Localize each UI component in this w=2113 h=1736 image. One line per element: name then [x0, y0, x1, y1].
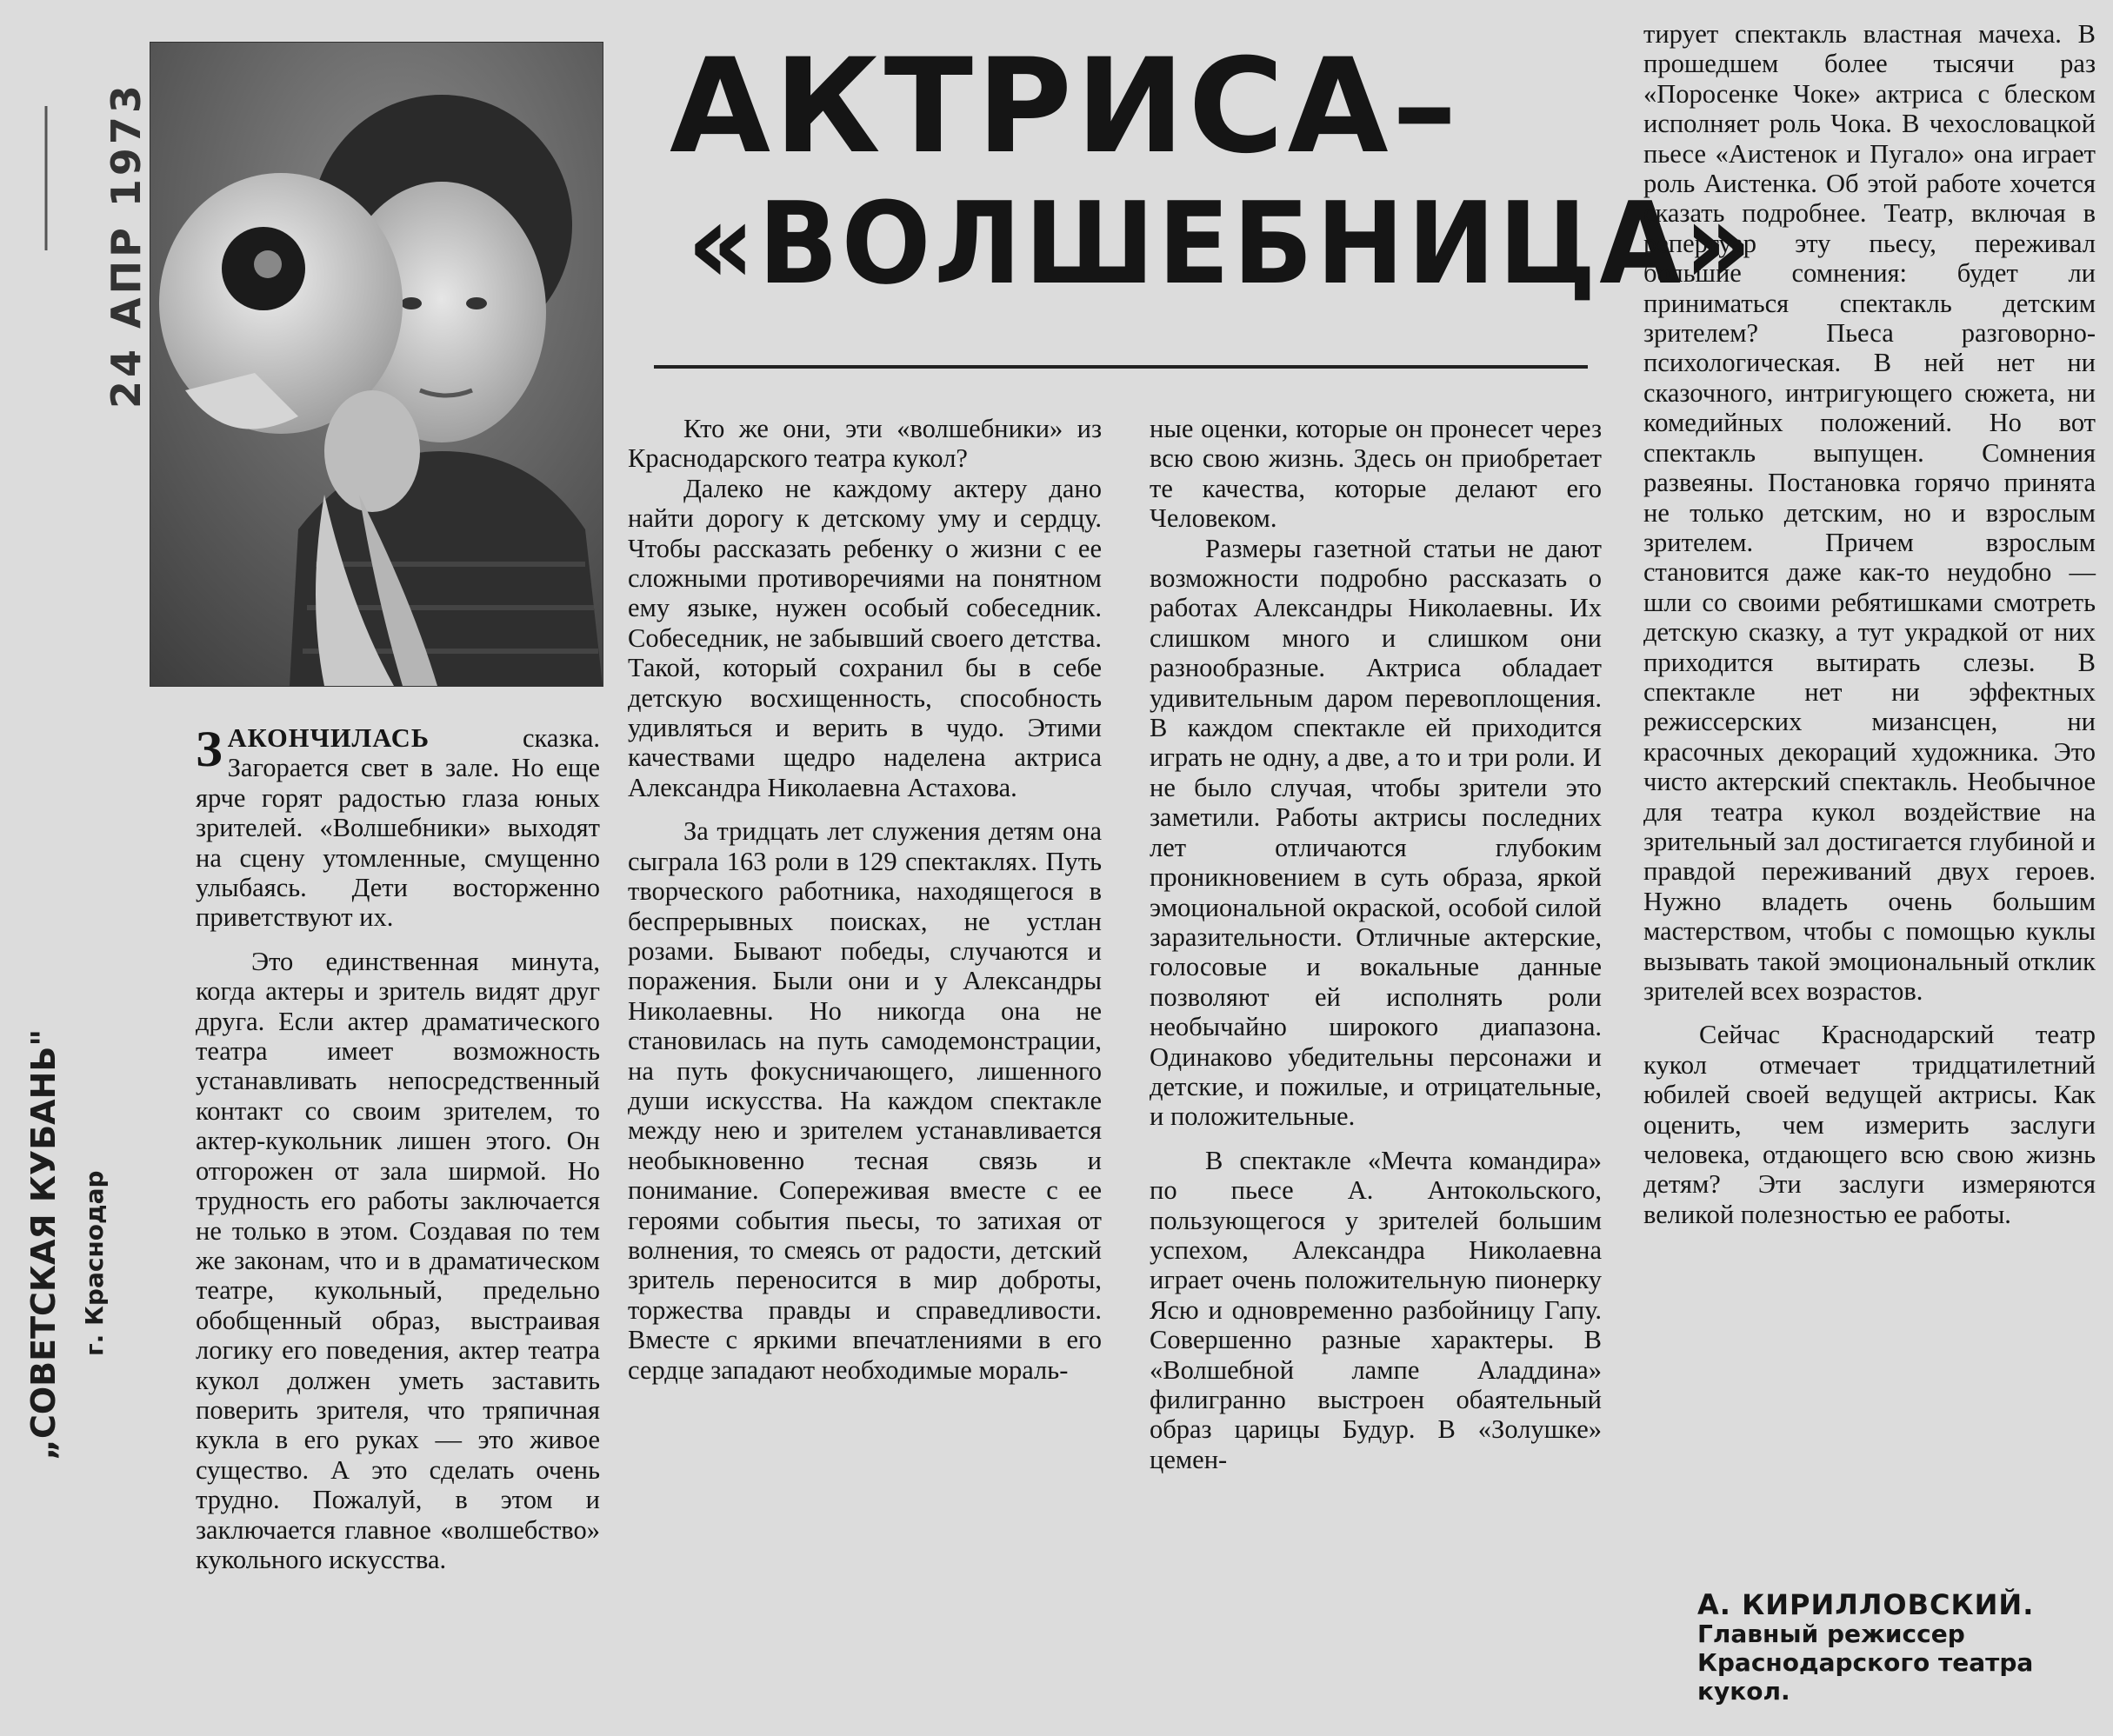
headline-line1: АКТРИСА–	[670, 31, 1461, 183]
actress-with-puppet-illustration	[150, 43, 603, 686]
headline-rule	[654, 365, 1588, 369]
col1-p1-text: сказка. Загорается свет в зале. Но еще ярче горят радостью глаза юных зрителей. «Волшебники» выходят на сцену утомленные, смущенно улыбаясь. Дети восторженно приветствуют их.	[196, 723, 600, 933]
col4-paragraph-2: Сейчас Краснодарский театр кукол отмечает тридцатилетний юбилей своей ведущей актрисы. Как оценить, чем измерить заслуги человека, отдающего всю свою жизнь детям? Эти заслуги измеряются великой полезностью ее работы.	[1643, 1020, 2096, 1229]
col2-paragraph-3: За тридцать лет служения детям она сыграла 163 роли в 129 спектаклях. Путь творческого работника, находящегося в беспрерывных поисках, не устлан розами. Бывают победы, случаются и поражения. Были они и у Александры Николаевны. Но никогда она не становилась на путь самодемонстрации, на путь фокусничающего, лишенного души искусства. На каждом спектакле между нею и зрителем устанавливается необыкновенно тесная связь и понимание. Сопереживая вместе с ее героями события пьесы, то затихая от волнения, то смеясь от радости, детский зритель переносится в мир доброты, торжества правды и справедливости. Вместе с яркими впечатлениями в его сердце западают необходимые мораль-	[628, 816, 1102, 1385]
lead-word: АКОНЧИЛАСЬ	[227, 723, 430, 753]
col2-paragraph-2: Далеко не каждому актеру дано найти дорогу к детскому уму и сердцу. Чтобы рассказать ребенку о жизни с ее сложными противоречиями на понятном ему языке, нужен особый собеседник. Собеседник, не забывший своего детства. Такой, который сохранил бы в себе детскую восхищенность, способность удивляться и верить в чудо. Этими качествами щедро наделена актриса Александра Николаевна Астахова.	[628, 473, 1102, 802]
col1-paragraph-2: Это единственная минута, когда актеры и зритель видят друг друга. Если актер драматического театра имеет возможность устанавливать непосредственный контакт со своим зрителем, то актер-кукольник лишен этого. Он отгорожен от зала ширмой. Но трудность его работы заключается не только в этом. Создавая по тем же законам, что и в драматическом театре, кукольный, предельно обобщенный образ, выстраивая логику его поведения, актер театра кукол должен уметь заставить поверить зрителя, что тряпичная кукла в его руках — это живое существо. А это сделать очень трудно. Пожалуй, в этом и заключается главное «волшебство» кукольного искусства.	[196, 946, 600, 1574]
author-title-line1: Главный режиссер	[1697, 1620, 1965, 1648]
col1-paragraph-1	[196, 723, 600, 933]
col3-paragraph-3: В спектакле «Мечта командира» по пьесе А. Антокольского, пользующегося у зрителей большим успехом, Александра Николаевна играет очень положительную пионерку Ясю и одновременно разбойницу Гапу. Совершенно разные характеры. В «Волшебной лампе Аладдина» филигранно выстроен обаятельный образ царицы Будур. В «Золушке» цемен-	[1150, 1145, 1602, 1474]
col3-paragraph-1: ные оценки, которые он пронесет через всю свою жизнь. Здесь он приобретает те качества, которые делают его Человеком.	[1150, 414, 1602, 534]
column-1	[196, 723, 600, 1574]
column-3	[1150, 414, 1602, 1474]
col3-paragraph-2: Размеры газетной статьи не дают возможности подробно рассказать о работах Александры Николаевны. Их слишком много и слишком они разнообразные. Актриса обладает удивительным даром перевоплощения. В каждом спектакле ей приходится играть не одну, а две, а то и три роли. И не было случая, чтобы зрители это заметили. Работы актрисы последних лет отличаются глубоким проникновением в суть образа, яркой эмоциональной окраской, особой силой заразительности. Отличные актерские, голосовые и вокальные данные позволяют ей исполнять роли необычайно широкого диапазона. Одинаково убедительны персонажи и детские, и пожилые, и отрицательные, и положительные.	[1150, 533, 1602, 1132]
margin-pencil-mark	[38, 104, 54, 252]
col4-paragraph-1: тирует спектакль властная мачеха. В прошедшем более тысячи раз «Поросенке Чоке» актриса с блеском исполняет роль Чока. В чехословацкой пьесе «Аистенок и Пугало» она играет роль Аистенка. Об этой работе хочется сказать подробнее. Театр, включая в репертуар эту пьесу, переживал большие сомнения: будет ли приниматься спектакль детским зрителем? Пьеса разговорно-психологическая. В ней нет ни сказочного, интригующего сюжета, ни комедийных положений. Но вот спектакль выпущен. Сомнения развеяны. Постановка горячо принята не только детским, но и взрослым зрителем. Причем взрослым становится даже как-то неудобно — шли со своими ребятишками смотреть детскую сказку, а тут украдкой от них приходится вытирать слезы. В спектакле нет ни эффектных режиссерских мизансцен, ни красочных декораций художника. Это чисто актерский спектакль. Необычное для театра кукол воздействие на зрительный зал достигается глубиной и правдой переживаний двух героев. Нужно владеть очень большим мастерством, чтобы с помощью куклы вызывать такой эмоциональный отклик зрителей всех возрастов.	[1643, 19, 2096, 1006]
headline-line2: «ВОЛШЕБНИЦА»	[687, 177, 1756, 309]
newspaper-city: г. Краснодар	[80, 1170, 109, 1356]
author-name: А. КИРИЛЛОВСКИЙ.	[1697, 1588, 2035, 1621]
author-title-line2: Краснодарского театра кукол.	[1697, 1648, 2034, 1706]
author-signature	[1697, 1588, 2071, 1706]
newspaper-source: „СОВЕТСКАЯ КУБАНЬ"	[24, 1028, 63, 1460]
column-2	[628, 414, 1102, 1385]
actress-photo	[150, 42, 603, 687]
drop-cap: З	[196, 721, 223, 777]
column-4	[1643, 19, 2096, 1229]
col2-paragraph-1: Кто же они, эти «волшебники» из Краснодарского театра кукол?	[628, 414, 1102, 474]
date-stamp: 24 АПР 1973	[103, 82, 150, 409]
